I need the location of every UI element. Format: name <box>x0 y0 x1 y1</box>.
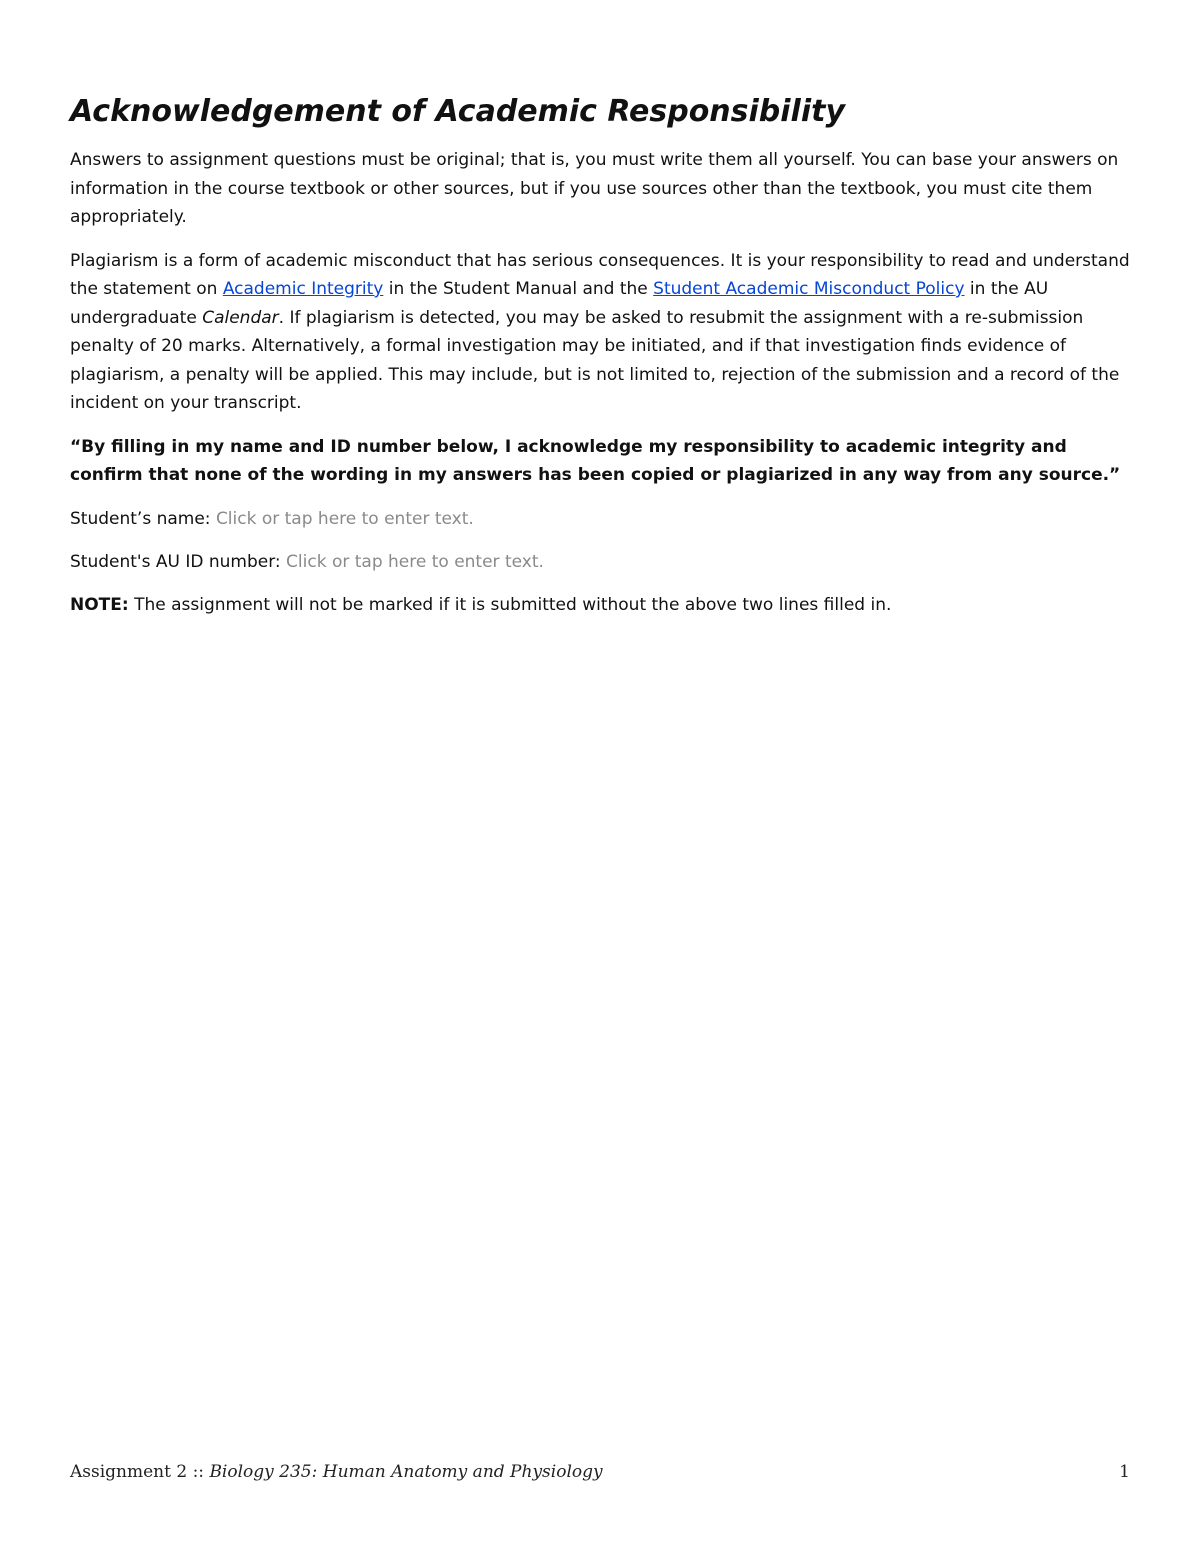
page-title: Acknowledgement of Academic Responsibility <box>70 94 846 129</box>
student-id-label: Student's AU ID number: <box>70 551 287 572</box>
footer-course: Biology 235: Human Anatomy and Physiology <box>209 1462 603 1482</box>
calendar-text: Calendar <box>202 307 279 328</box>
note-text: The assignment will not be marked if it is submitted without the above two lines filled in. <box>128 594 892 615</box>
plagiarism-text-2: in the Student Manual and the <box>383 279 654 299</box>
student-name-input[interactable] <box>216 509 536 529</box>
acknowledgement-statement: “By filling in my name and ID number below, I acknowledge my responsibility to academic integrity and confirm that none of the wording in my answers has been copied or plagiarized in any way from any source.” <box>70 436 1121 485</box>
document-page <box>70 90 1132 634</box>
footer-assignment: Assignment 2 :: <box>70 1462 210 1482</box>
plagiarism-text-4: . If plagiarism is detected, you may be asked to resubmit the assignment with a re-submission penalty of 20 marks. Alternatively, a formal investigation may be initiated, and if that investigation finds evidence of plagiarism, a penalty will be applied. This may include, but is not limited to, rejection of the submission and a record of the incident on your transcript. <box>70 307 1120 413</box>
note-label: NOTE: <box>70 594 129 615</box>
page-footer <box>70 1459 1132 1485</box>
student-name-row <box>70 505 1132 533</box>
plagiarism-text-3: in the AU undergraduate <box>70 279 1049 328</box>
academic-integrity-link[interactable]: Academic Integrity <box>222 279 384 299</box>
student-id-row <box>70 548 1132 576</box>
plagiarism-paragraph <box>70 247 1132 418</box>
plagiarism-text-1: Plagiarism is a form of academic misconduct that has serious consequences. It is your responsibility to read and understand the statement on <box>70 250 1130 299</box>
misconduct-policy-link[interactable]: Student Academic Misconduct Policy <box>653 279 965 299</box>
student-id-input[interactable] <box>286 552 606 572</box>
student-name-label: Student’s name: <box>70 508 216 529</box>
page-number: 1 <box>1119 1462 1130 1482</box>
note-row <box>70 591 1132 619</box>
originality-paragraph: Answers to assignment questions must be original; that is, you must write them all yourself. You can base your answers on information in the course textbook or other sources, but if you use sources other than the textbook, you must cite them appropriately. <box>70 150 1119 227</box>
